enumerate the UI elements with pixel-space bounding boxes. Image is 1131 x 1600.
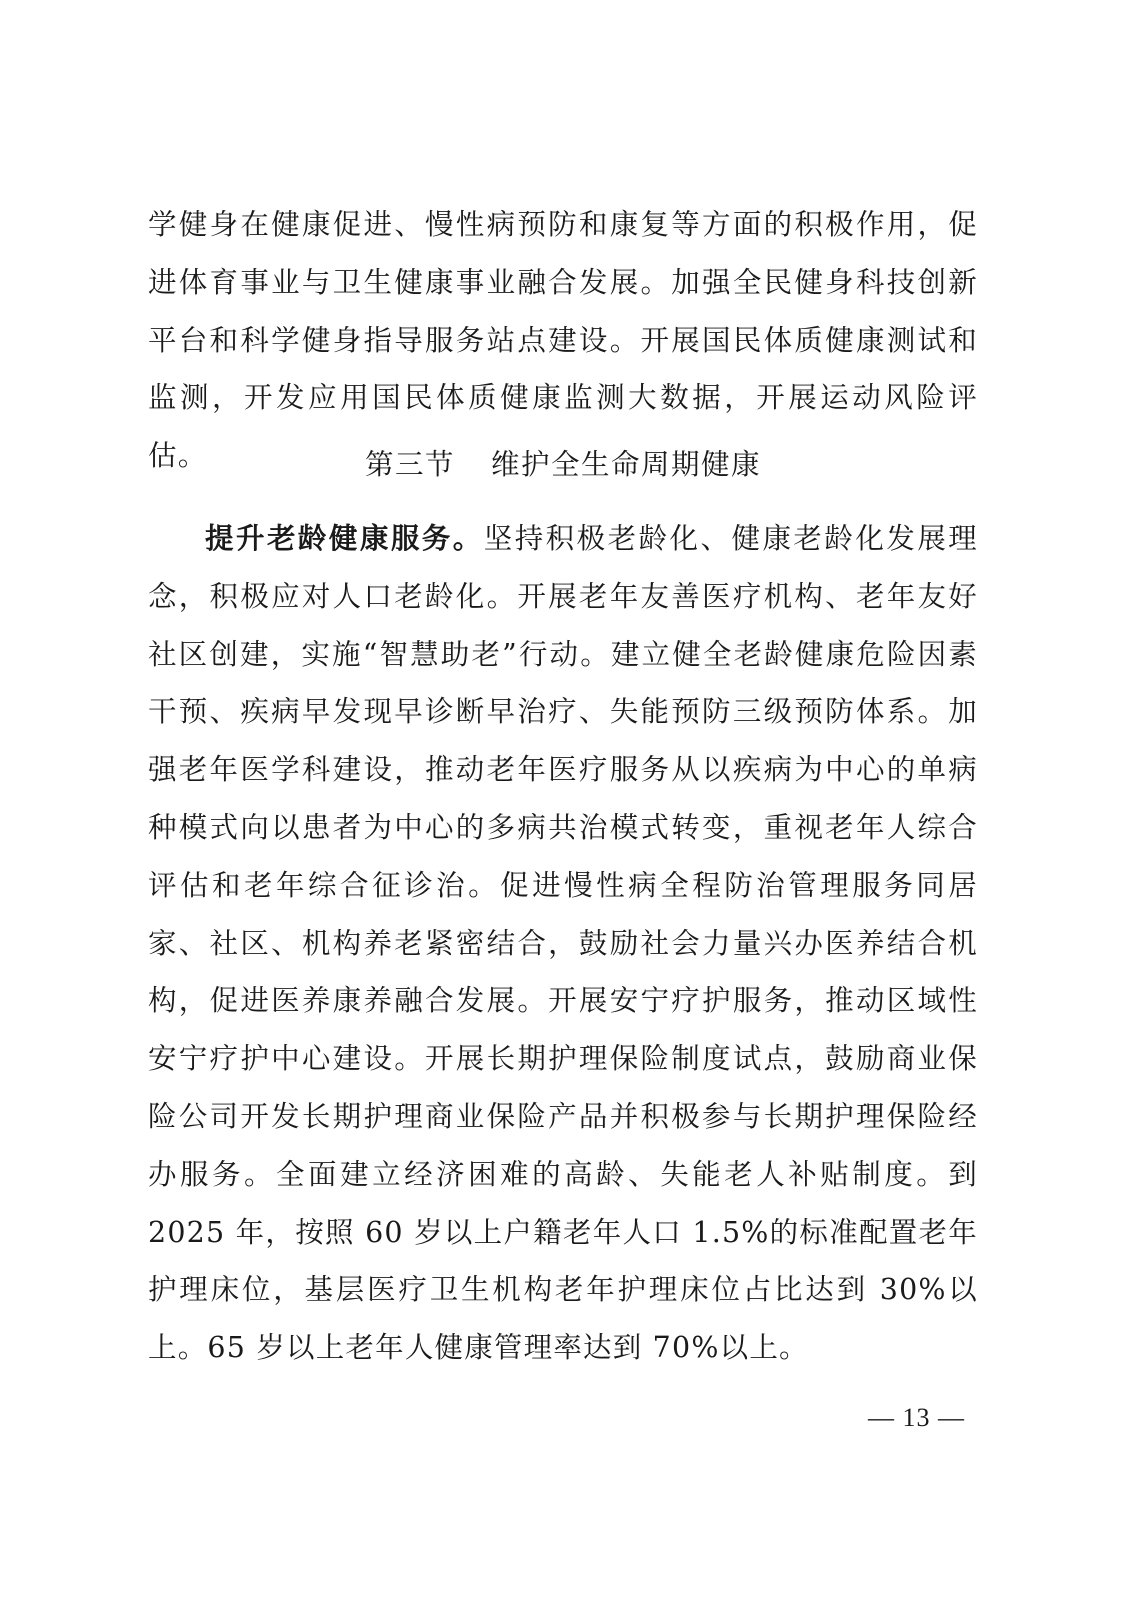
continued-paragraph: 学健身在健康促进、慢性病预防和康复等方面的积极作用，促进体育事业与卫生健康事业融合发展。加强全民健身科技创新平台和科学健身指导服务站点建设。开展国民体质健康测试和监测，开发应用国民体质健康监测大数据，开展运动风险评估。 [148, 208, 978, 473]
paragraph-body: 坚持积极老龄化、健康老龄化发展理念，积极应对人口老龄化。开展老年友善医疗机构、老年友好社区创建，实施“智慧助老”行动。建立健全老龄健康危险因素干预、疾病早发现早诊断早治疗、失能预防三级预防体系。加强老年医学科建设，推动老年医疗服务从以疾病为中心的单病种模式向以患者为中心的多病共治模式转变，重视老年人综合评估和老年综合征诊治。促进慢性病全程防治管理服务同居家、社区、机构养老紧密结合，鼓励社会力量兴办医养结合机构，促进医养康养融合发展。开展安宁疗护服务，推动区域性安宁疗护中心建设。开展长期护理保险制度试点，鼓励商业保险公司开发长期护理商业保险产品并积极参与长期护理保险经办服务。全面建立经济困难的高龄、失能老人补贴制度。到 2025 年，按照 60 岁以上户籍老年人口 1.5%的标准配置老年护理床位，基层医疗卫生机构老年护理床位占比达到 30%以上。65 岁以上老年人健康管理率达到 70%以上。 [148, 522, 978, 1365]
page-number: — 13 — [868, 1403, 965, 1432]
section-title: 维护全生命周期健康 [491, 448, 762, 481]
paragraph-lead: 提升老龄健康服务。 [205, 521, 484, 555]
main-paragraph [148, 510, 978, 1377]
section-heading [148, 436, 978, 494]
section-number: 第三节 [364, 448, 455, 481]
